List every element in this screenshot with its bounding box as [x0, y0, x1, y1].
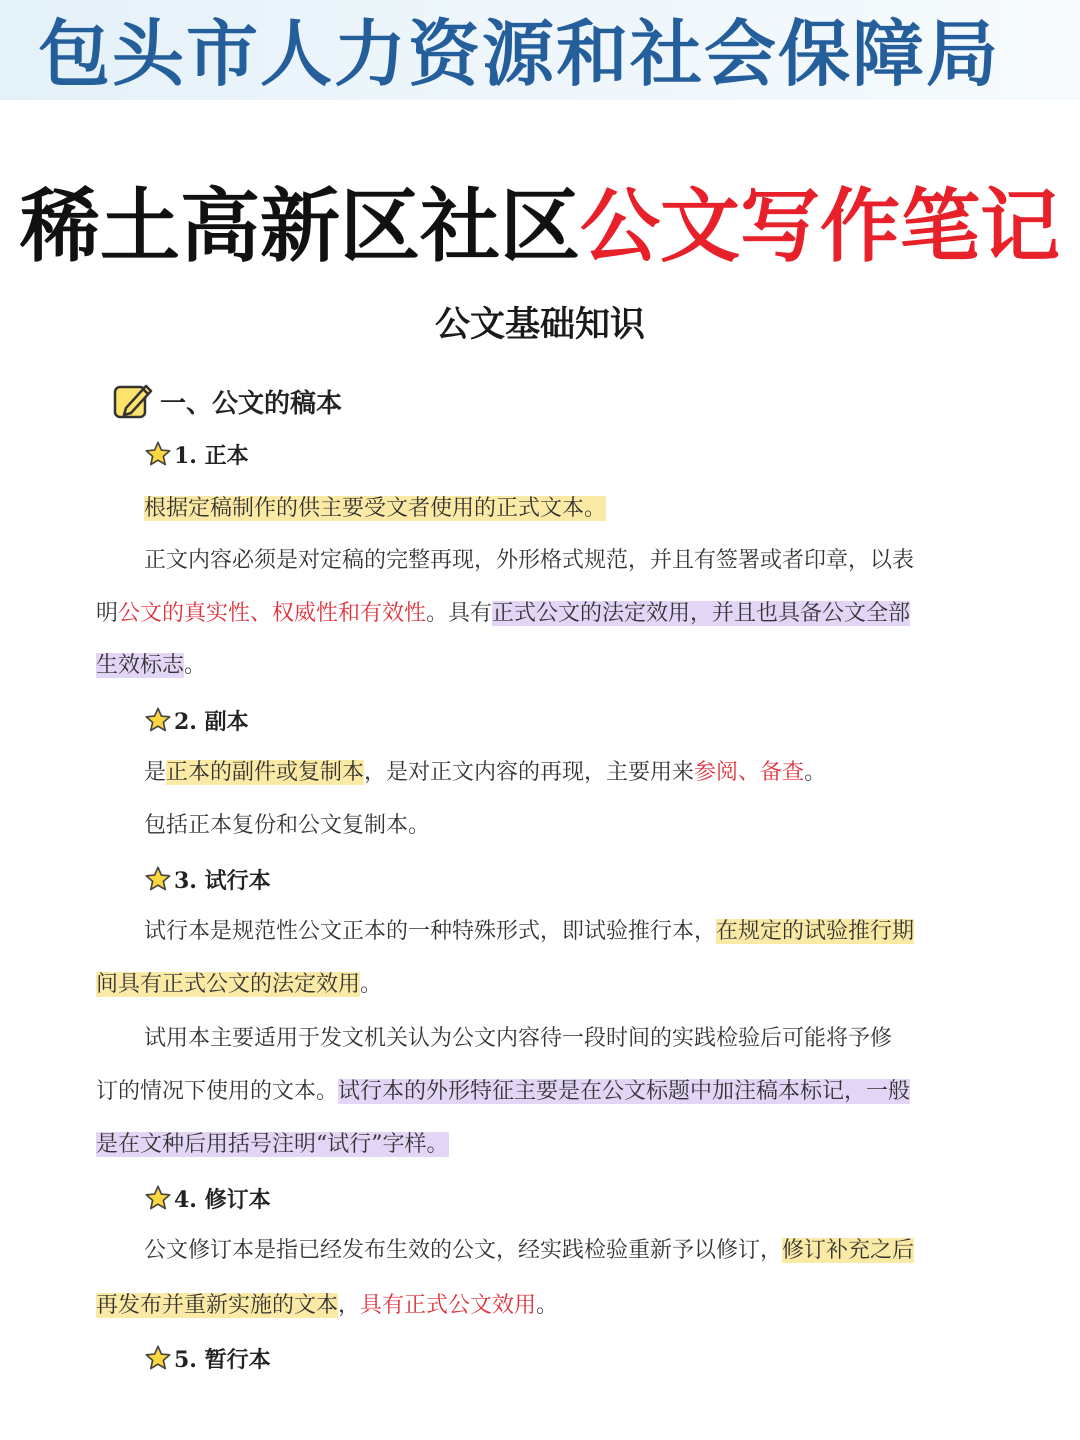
text-span: 。: [536, 1293, 559, 1318]
star-icon: [144, 865, 172, 893]
text-span: 订的情况下使用的文本。: [96, 1079, 339, 1104]
main-title-black: 稀土高新区社区: [20, 179, 580, 273]
paragraph-line: [144, 912, 976, 952]
highlight-purple: 生效标志: [96, 653, 185, 678]
highlight-yellow: 间具有正式公文的法定效用: [96, 972, 361, 997]
highlight-yellow: 修订补充之后: [782, 1238, 915, 1263]
highlight-purple: 是在文种后用括号注明“试行”字样。: [96, 1132, 449, 1157]
item-heading-1: [144, 436, 249, 472]
text-span: 是: [144, 760, 167, 785]
subtitle: 公文基础知识: [434, 304, 645, 345]
paragraph-line: [96, 594, 976, 634]
text-span: 明: [96, 601, 119, 626]
section-heading: [112, 378, 342, 424]
red-emphasis: 公文的真实性、权威性和有效性: [118, 601, 427, 626]
item-heading-text: 4. 修订本: [174, 1186, 271, 1213]
highlight-yellow: 正本的副件或复制本: [166, 760, 365, 785]
paragraph-line: [96, 1125, 976, 1165]
item-heading-5: [144, 1340, 271, 1376]
text-span: 。具有: [426, 601, 493, 626]
item-heading-3: [144, 861, 271, 897]
paragraph-line: [144, 1231, 976, 1271]
highlight-yellow: 再发布并重新实施的文本: [96, 1293, 339, 1318]
paragraph-line: 试用本主要适用于发文机关认为公文内容待一段时间的实践检验后可能将予修: [144, 1026, 893, 1051]
text-span: ，是对正文内容的再现，主要用来: [364, 760, 695, 785]
red-emphasis: 具有正式公文效用: [360, 1293, 537, 1318]
pencil-note-icon: [112, 381, 154, 421]
organization-name: 包头市人力资源和社会保障局: [38, 12, 1001, 96]
paragraph-line: [96, 646, 976, 686]
text-span: 。: [360, 972, 383, 997]
star-icon: [144, 1184, 172, 1212]
header-banner: [0, 0, 1080, 100]
paragraph-line: [144, 753, 976, 793]
text-span: ，: [338, 1293, 361, 1318]
star-icon: [144, 440, 172, 468]
red-emphasis: 参阅、备查: [694, 760, 805, 785]
text-span: 试行本是规范性公文正本的一种特殊形式，即试验推行本，: [144, 919, 717, 944]
paragraph-line: 包括正本复份和公文复制本。: [144, 813, 431, 838]
item-heading-text: 5. 暂行本: [174, 1346, 271, 1373]
paragraph-line: [144, 489, 976, 529]
main-title-red: 公文写作笔记: [580, 179, 1060, 273]
text-span: 公文修订本是指已经发布生效的公文，经实践检验重新予以修订，: [144, 1238, 783, 1263]
highlight-purple: 正式公文的法定效用，并且也具备公文全部: [492, 601, 911, 626]
text-span: 。: [184, 653, 207, 678]
star-icon: [144, 706, 172, 734]
highlight-yellow: 在规定的试验推行期: [716, 919, 915, 944]
item-heading-text: 3. 试行本: [174, 867, 271, 894]
paragraph-line: [96, 1286, 976, 1326]
item-heading-text: 2. 副本: [174, 708, 249, 735]
paragraph-line: [96, 965, 976, 1005]
paragraph-line: [96, 1072, 976, 1112]
paragraph-line: 正文内容必须是对定稿的完整再现，外形格式规范，并且有签署或者印章，以表: [144, 548, 915, 573]
star-icon: [144, 1344, 172, 1372]
highlight-yellow: 根据定稿制作的供主要受文者使用的正式文本。: [144, 496, 607, 521]
highlight-purple: 试行本的外形特征主要是在公文标题中加注稿本标记，一般: [338, 1079, 911, 1104]
item-heading-text: 1. 正本: [174, 442, 249, 469]
text-span: 。: [804, 760, 827, 785]
main-title: [0, 178, 1080, 274]
item-heading-2: [144, 702, 249, 738]
item-heading-4: [144, 1180, 271, 1216]
section-heading-text: 一、公文的稿本: [160, 388, 343, 419]
